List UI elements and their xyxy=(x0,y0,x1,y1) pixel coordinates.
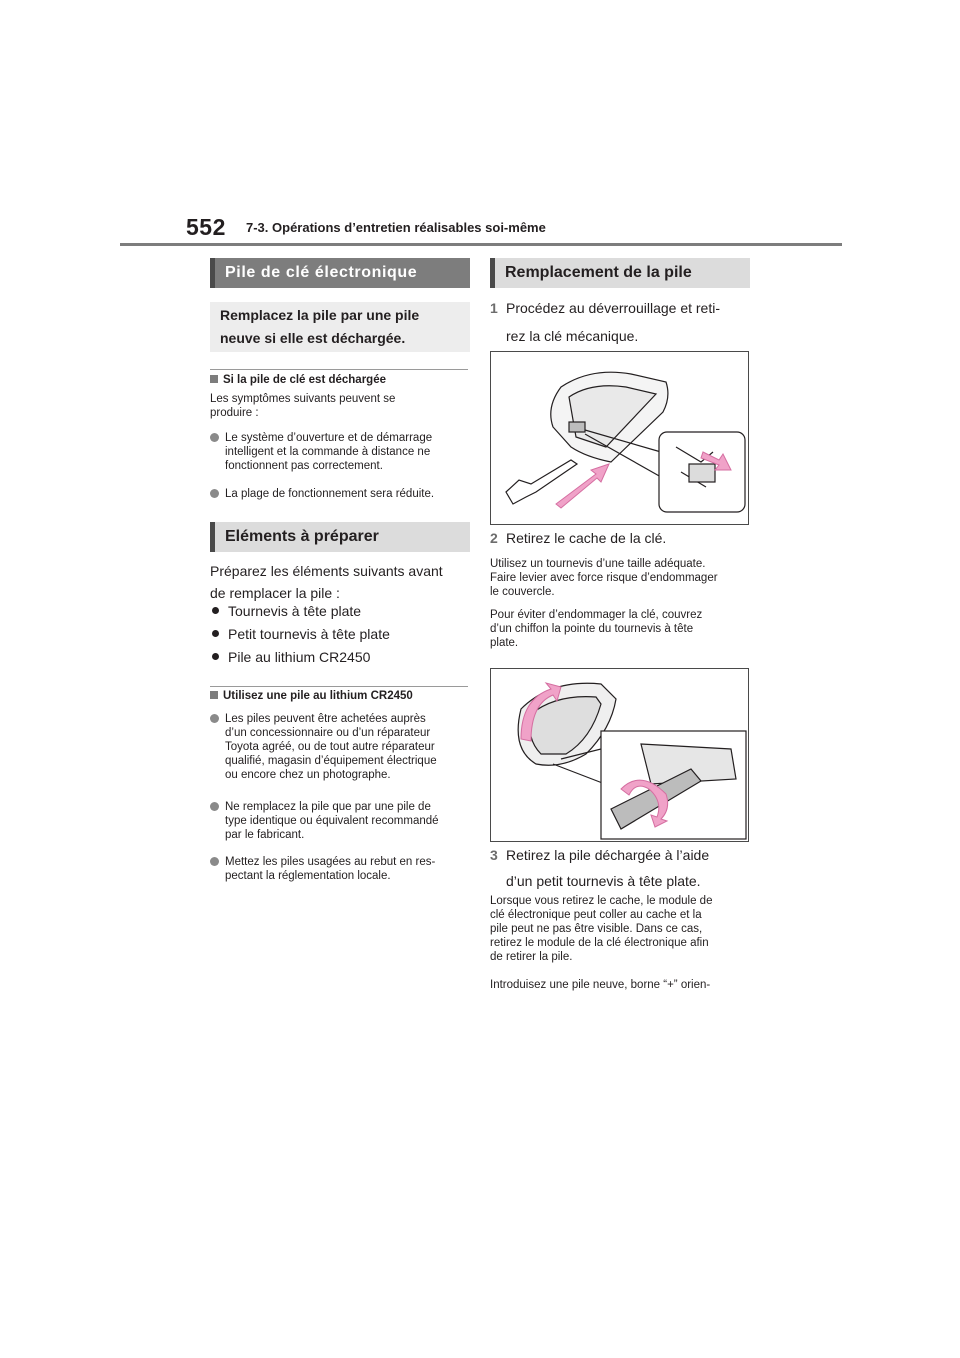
item-line: Toyota agréé, ou de tout autre réparateur xyxy=(225,741,435,753)
intro-line: Préparez les éléments suivants avant xyxy=(210,563,443,579)
section-title-pile: Pile de clé électronique xyxy=(210,258,470,288)
note-line: d’un chiffon la pointe du tournevis à tête xyxy=(490,623,694,635)
note-line: le couvercle. xyxy=(490,586,555,598)
item-line: par le fabricant. xyxy=(225,829,305,841)
note-line: Faire levier avec force risque d’endommager xyxy=(490,572,718,584)
bullet-icon xyxy=(212,653,219,660)
prep-item-text: Petit tournevis à tête plate xyxy=(228,626,390,642)
header-rule xyxy=(120,243,842,246)
prep-intro xyxy=(210,560,443,604)
item-line: La plage de fonctionnement sera réduite. xyxy=(225,488,435,500)
bullet-icon xyxy=(212,630,219,637)
note-heading-text: Utilisez une pile au lithium CR2450 xyxy=(223,690,413,702)
section-title-elements: Eléments à préparer xyxy=(210,522,470,552)
square-bullet-icon xyxy=(210,691,218,699)
dot-bullet-icon xyxy=(210,489,219,498)
item-line: type identique ou équivalent recommandé xyxy=(225,815,439,827)
prep-item-text: Pile au lithium CR2450 xyxy=(228,649,371,665)
step-line: Retirez la pile déchargée à l’aide xyxy=(506,847,710,863)
step-2 xyxy=(490,526,752,550)
note-line: pile peut ne pas être visible. Dans ce cas, xyxy=(490,923,703,935)
section-title-remplacement: Remplacement de la pile xyxy=(490,258,750,288)
key-fob-illustration xyxy=(491,352,748,524)
item-line: Le système d’ouverture et de démarrage xyxy=(225,432,433,444)
dot-bullet-icon xyxy=(210,857,219,866)
page-number: 552 xyxy=(186,214,226,240)
note-line: Utilisez un tournevis d’une taille adéquate. xyxy=(490,558,706,570)
dot-bullet-icon xyxy=(210,802,219,811)
prep-item xyxy=(212,649,462,665)
item-line: Ne remplacez la pile que par une pile de xyxy=(225,801,431,813)
list-item xyxy=(210,800,472,842)
step-note xyxy=(490,608,755,650)
step-number: 1 xyxy=(490,300,498,316)
note-heading-text: Si la pile de clé est déchargée xyxy=(223,374,386,386)
divider xyxy=(210,686,468,687)
item-line: intelligent et la commande à distance ne xyxy=(225,446,431,458)
summary-box xyxy=(210,302,470,352)
note-heading xyxy=(210,690,413,702)
summary-line: neuve si elle est déchargée. xyxy=(220,330,406,346)
summary-line: Remplacez la pile par une pile xyxy=(220,307,420,323)
note-heading xyxy=(210,374,386,386)
section-header: 7-3. Opérations d’entretien réalisables soi-même xyxy=(246,220,546,235)
list-item xyxy=(210,855,472,883)
note-line: clé électronique peut coller au cache et la xyxy=(490,909,702,921)
list-item xyxy=(210,487,470,501)
prep-item-text: Tournevis à tête plate xyxy=(228,603,362,619)
step-line: Procédez au déverrouillage et reti- xyxy=(506,300,721,316)
step-number: 3 xyxy=(490,847,498,863)
step-note xyxy=(490,894,755,964)
note-line: retirez le module de la clé électronique afin xyxy=(490,937,709,949)
square-bullet-icon xyxy=(210,375,218,383)
dot-bullet-icon xyxy=(210,714,219,723)
step-3 xyxy=(490,843,752,893)
step-1 xyxy=(490,296,752,348)
step-line: rez la clé mécanique. xyxy=(506,328,639,344)
item-line: fonctionnent pas correctement. xyxy=(225,460,383,472)
figure-unlock-key xyxy=(490,351,749,525)
prep-item xyxy=(212,603,462,619)
step-line: Retirez le cache de la clé. xyxy=(506,530,667,546)
item-line: Mettez les piles usagées au rebut en res- xyxy=(225,856,436,868)
item-line: Les piles peuvent être achetées auprès xyxy=(225,713,426,725)
note-line: produire : xyxy=(210,407,259,419)
prep-item xyxy=(212,626,462,642)
intro-line: de remplacer la pile : xyxy=(210,585,340,601)
note-line: Lorsque vous retirez le cache, le module de xyxy=(490,895,713,907)
cover-removal-illustration xyxy=(491,669,748,841)
bullet-icon xyxy=(212,607,219,614)
note-line: Les symptômes suivants peuvent se xyxy=(210,393,396,405)
step-number: 2 xyxy=(490,530,498,546)
item-line: ou encore chez un photographe. xyxy=(225,769,391,781)
note-text xyxy=(210,392,395,420)
note-line: Introduisez une pile neuve, borne “+” orien- xyxy=(490,979,711,991)
divider xyxy=(210,369,468,370)
item-line: d’un concessionnaire ou d’un réparateur xyxy=(225,727,431,739)
note-line: Pour éviter d’endommager la clé, couvrez xyxy=(490,609,703,621)
note-line: plate. xyxy=(490,637,519,649)
item-line: pectant la réglementation locale. xyxy=(225,870,391,882)
figure-remove-cover xyxy=(490,668,749,842)
step-line: d’un petit tournevis à tête plate. xyxy=(506,873,701,889)
list-item xyxy=(210,431,470,473)
note-line: de retirer la pile. xyxy=(490,951,573,963)
step-note xyxy=(490,557,755,599)
list-item xyxy=(210,712,472,782)
dot-bullet-icon xyxy=(210,433,219,442)
step-note xyxy=(490,978,755,992)
item-line: qualifié, magasin d’équipement électrique xyxy=(225,755,437,767)
